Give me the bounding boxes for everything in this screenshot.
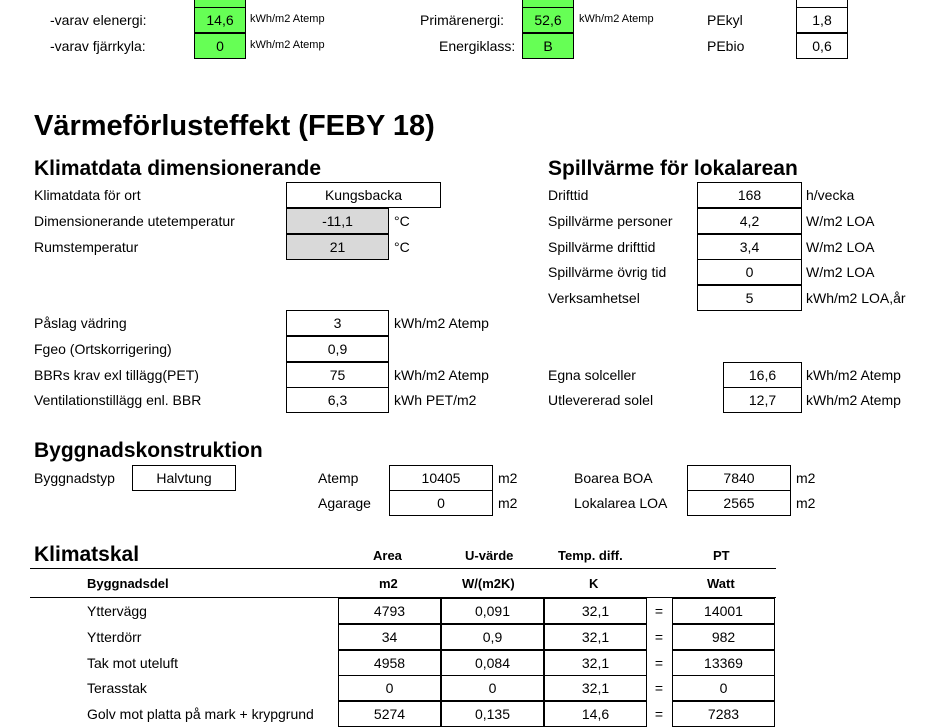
byggnadstyp-value[interactable]: Halvtung: [132, 465, 236, 491]
fgeo-label: Fgeo (Ortskorrigering): [34, 341, 172, 357]
vadring-label: Påslag vädring: [34, 315, 127, 331]
bbr-label: BBRs krav exl tillägg(PET): [34, 367, 199, 383]
col-header-pt: PT: [713, 548, 730, 563]
header-divider-top: [30, 568, 776, 569]
table-cell-dt[interactable]: 32,1: [544, 650, 647, 676]
solceller-label: Egna solceller: [548, 367, 636, 383]
primarenergi-label: Primärenergi:: [420, 12, 505, 28]
table-cell-dt[interactable]: 14,6: [544, 701, 647, 727]
bbr-value[interactable]: 75: [286, 362, 389, 388]
bbr-unit: kWh/m2 Atemp: [394, 367, 489, 383]
pekyl-value[interactable]: 1,8: [796, 7, 848, 33]
solceller-value[interactable]: 16,6: [723, 362, 802, 388]
table-cell-pt[interactable]: 7283: [672, 701, 775, 727]
pebio-value[interactable]: 0,6: [796, 33, 848, 59]
table-cell-pt[interactable]: 982: [672, 624, 775, 650]
vent-label: Ventilationstillägg enl. BBR: [34, 392, 202, 408]
fjarrkyla-label: -varav fjärrkyla:: [50, 38, 146, 54]
ort-value[interactable]: Kungsbacka: [286, 182, 441, 208]
spill-ovrig-value[interactable]: 0: [697, 259, 802, 285]
elenergi-unit: kWh/m2 Atemp: [250, 13, 325, 25]
primarenergi-value[interactable]: 52,6: [522, 7, 574, 33]
verksamhetsel-unit: kWh/m2 LOA,år: [806, 290, 906, 306]
spill-personer-value[interactable]: 4,2: [697, 208, 802, 234]
unit-header-u: W/(m2K): [462, 576, 515, 591]
equals-sign: =: [654, 629, 664, 645]
verksamhetsel-label: Verksamhetsel: [548, 290, 640, 306]
unit-header-pt: Watt: [707, 576, 735, 591]
fjarrkyla-value[interactable]: 0: [194, 33, 246, 59]
table-cell-u[interactable]: 0,091: [441, 598, 544, 624]
drifttid-unit: h/vecka: [806, 187, 855, 203]
spill-personer-unit: W/m2 LOA: [806, 213, 875, 229]
boa-unit: m2: [796, 470, 816, 486]
table-cell-u[interactable]: 0,135: [441, 701, 544, 727]
elenergi-value[interactable]: 14,6: [194, 7, 246, 33]
table-cell-pt[interactable]: 14001: [672, 598, 775, 624]
loa-label: Lokalarea LOA: [574, 495, 668, 511]
table-cell-u[interactable]: 0,084: [441, 650, 544, 676]
utlev-label: Utlevererad solel: [548, 392, 654, 408]
vent-unit: kWh PET/m2: [394, 392, 477, 408]
table-cell-dt[interactable]: 32,1: [544, 675, 647, 701]
fgeo-value[interactable]: 0,9: [286, 336, 389, 362]
part-header: Byggnadsdel: [87, 576, 169, 591]
elenergi-label: -varav elenergi:: [50, 12, 147, 28]
agarage-value[interactable]: 0: [389, 490, 493, 516]
rum-label: Rumstemperatur: [34, 239, 139, 255]
utlev-unit: kWh/m2 Atemp: [806, 392, 901, 408]
rum-unit: °C: [394, 239, 410, 255]
drifttid-label: Drifttid: [548, 187, 589, 203]
spill-personer-label: Spillvärme personer: [548, 213, 673, 229]
byggnad-heading: Byggnadskonstruktion: [34, 439, 263, 462]
table-cell-dt[interactable]: 32,1: [544, 624, 647, 650]
table-row-name: Tak mot uteluft: [87, 655, 179, 671]
spill-ovrig-unit: W/m2 LOA: [806, 264, 875, 280]
dut-unit: °C: [394, 213, 410, 229]
table-cell-pt[interactable]: 13369: [672, 650, 775, 676]
equals-sign: =: [654, 706, 664, 722]
loa-unit: m2: [796, 495, 816, 511]
table-row-name: Terasstak: [87, 680, 147, 696]
primarenergi-unit: kWh/m2 Atemp: [579, 13, 654, 25]
table-cell-u[interactable]: 0: [441, 675, 544, 701]
unit-header-area: m2: [379, 576, 398, 591]
boa-label: Boarea BOA: [574, 470, 653, 486]
table-cell-area[interactable]: 4793: [338, 598, 441, 624]
table-cell-area[interactable]: 34: [338, 624, 441, 650]
table-cell-u[interactable]: 0,9: [441, 624, 544, 650]
table-row-name: Yttervägg: [87, 603, 147, 619]
equals-sign: =: [654, 655, 664, 671]
utlev-value[interactable]: 12,7: [723, 387, 802, 413]
atemp-unit: m2: [498, 470, 518, 486]
col-header-dt: Temp. diff.: [558, 548, 623, 563]
vadring-unit: kWh/m2 Atemp: [394, 315, 489, 331]
table-row-name: Ytterdörr: [87, 629, 142, 645]
vadring-value[interactable]: 3: [286, 310, 389, 336]
col-header-area: Area: [373, 548, 402, 563]
verksamhetsel-value[interactable]: 5: [697, 285, 802, 311]
table-cell-dt[interactable]: 32,1: [544, 598, 647, 624]
col-header-u: U-värde: [465, 548, 514, 563]
atemp-value[interactable]: 10405: [389, 465, 493, 491]
equals-sign: =: [654, 603, 664, 619]
dut-label: Dimensionerande utetemperatur: [34, 213, 235, 229]
loa-value[interactable]: 2565: [687, 490, 791, 516]
spill-ovrig-label: Spillvärme övrig tid: [548, 264, 667, 280]
spill-drifttid-label: Spillvärme drifttid: [548, 239, 656, 255]
drifttid-value[interactable]: 168: [697, 182, 802, 208]
table-cell-area[interactable]: 4958: [338, 650, 441, 676]
energiklass-value[interactable]: B: [522, 33, 574, 59]
spill-drifttid-value[interactable]: 3,4: [697, 234, 802, 260]
table-cell-area[interactable]: 0: [338, 675, 441, 701]
boa-value[interactable]: 7840: [687, 465, 791, 491]
spill-drifttid-unit: W/m2 LOA: [806, 239, 875, 255]
table-row-name: Golv mot platta på mark + krypgrund: [87, 706, 314, 722]
agarage-label: Agarage: [318, 495, 371, 511]
energiklass-label: Energiklass:: [439, 38, 516, 54]
klimatskal-heading: Klimatskal: [34, 543, 140, 566]
fjarrkyla-unit: kWh/m2 Atemp: [250, 39, 325, 51]
unit-header-dt: K: [589, 576, 599, 591]
table-cell-pt[interactable]: 0: [672, 675, 775, 701]
table-cell-area[interactable]: 5274: [338, 701, 441, 727]
byggnadstyp-label: Byggnadstyp: [34, 470, 115, 486]
klimatdata-heading: Klimatdata dimensionerande: [34, 157, 322, 180]
equals-sign: =: [654, 680, 664, 696]
page-title: Värmeförlusteffekt (FEBY 18): [34, 110, 435, 142]
dut-value[interactable]: -11,1: [286, 208, 389, 234]
solceller-unit: kWh/m2 Atemp: [806, 367, 901, 383]
spillvarme-heading: Spillvärme för lokalarean: [548, 157, 798, 180]
agarage-unit: m2: [498, 495, 518, 511]
pekyl-label: PEkyl: [707, 12, 743, 28]
ort-label: Klimatdata för ort: [34, 187, 141, 203]
pebio-label: PEbio: [707, 38, 745, 54]
rum-value[interactable]: 21: [286, 234, 389, 260]
atemp-label: Atemp: [318, 470, 359, 486]
vent-value[interactable]: 6,3: [286, 387, 389, 413]
